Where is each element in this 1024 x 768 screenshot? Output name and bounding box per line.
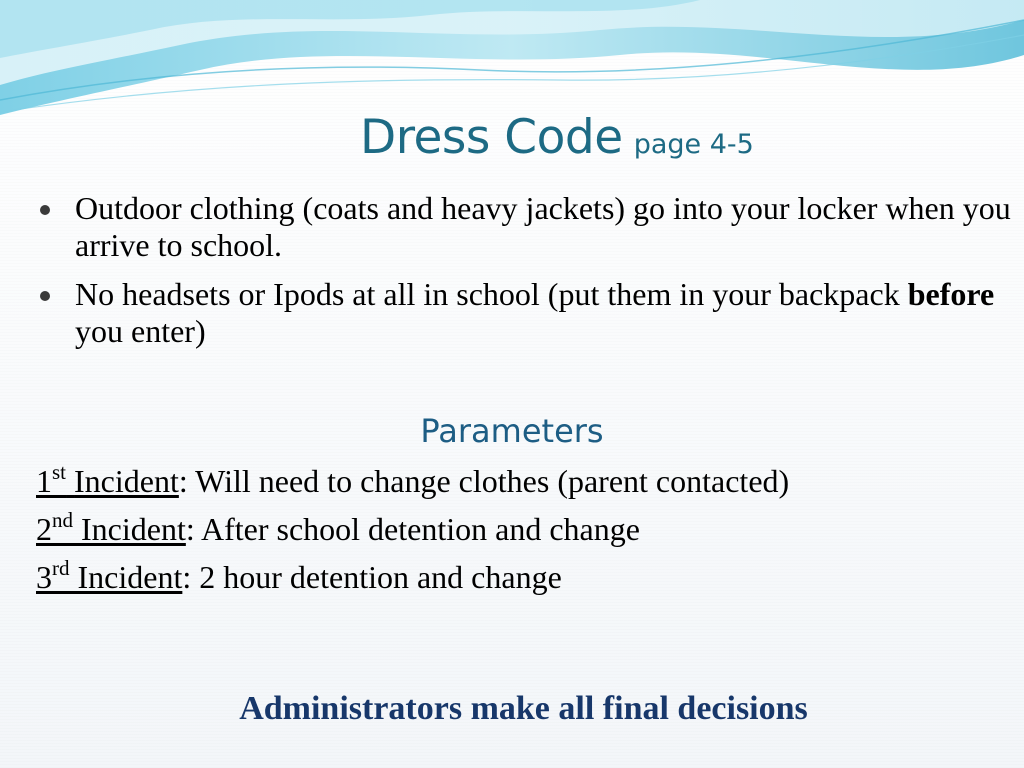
bullet-item [36,276,1011,350]
bullet-text: Outdoor clothing (coats and heavy jackets) go into your locker when you arrive to school. [75,190,1011,263]
incident-description: : 2 hour detention and change [182,559,562,595]
bullet-item [36,190,1011,264]
bullet-emphasis: before [907,276,995,312]
incident-list [36,460,1011,607]
incident-label: 3rd Incident [36,556,183,595]
incident-item [36,556,1011,596]
incident-label: 2nd Incident [36,508,186,547]
incident-label: 1st Incident [36,460,179,499]
bullet-list [36,190,1011,362]
bullet-text-end: you enter) [75,313,206,349]
incident-item [36,460,1011,500]
title-page-ref: page 4-5 [633,129,754,160]
incident-item [36,508,1011,548]
incident-description: : Will need to change clothes (parent contacted) [178,463,790,499]
title-main: Dress Code [360,110,623,165]
incident-description: : After school detention and change [185,511,640,547]
bullet-dot-icon [40,291,50,301]
slide-title [360,110,754,165]
footer-note: Administrators make all final decisions [239,690,808,727]
bullet-dot-icon [40,205,50,215]
bullet-text: No headsets or Ipods at all in school (put them in your backpack [75,276,908,312]
parameters-heading: Parameters [420,412,604,450]
